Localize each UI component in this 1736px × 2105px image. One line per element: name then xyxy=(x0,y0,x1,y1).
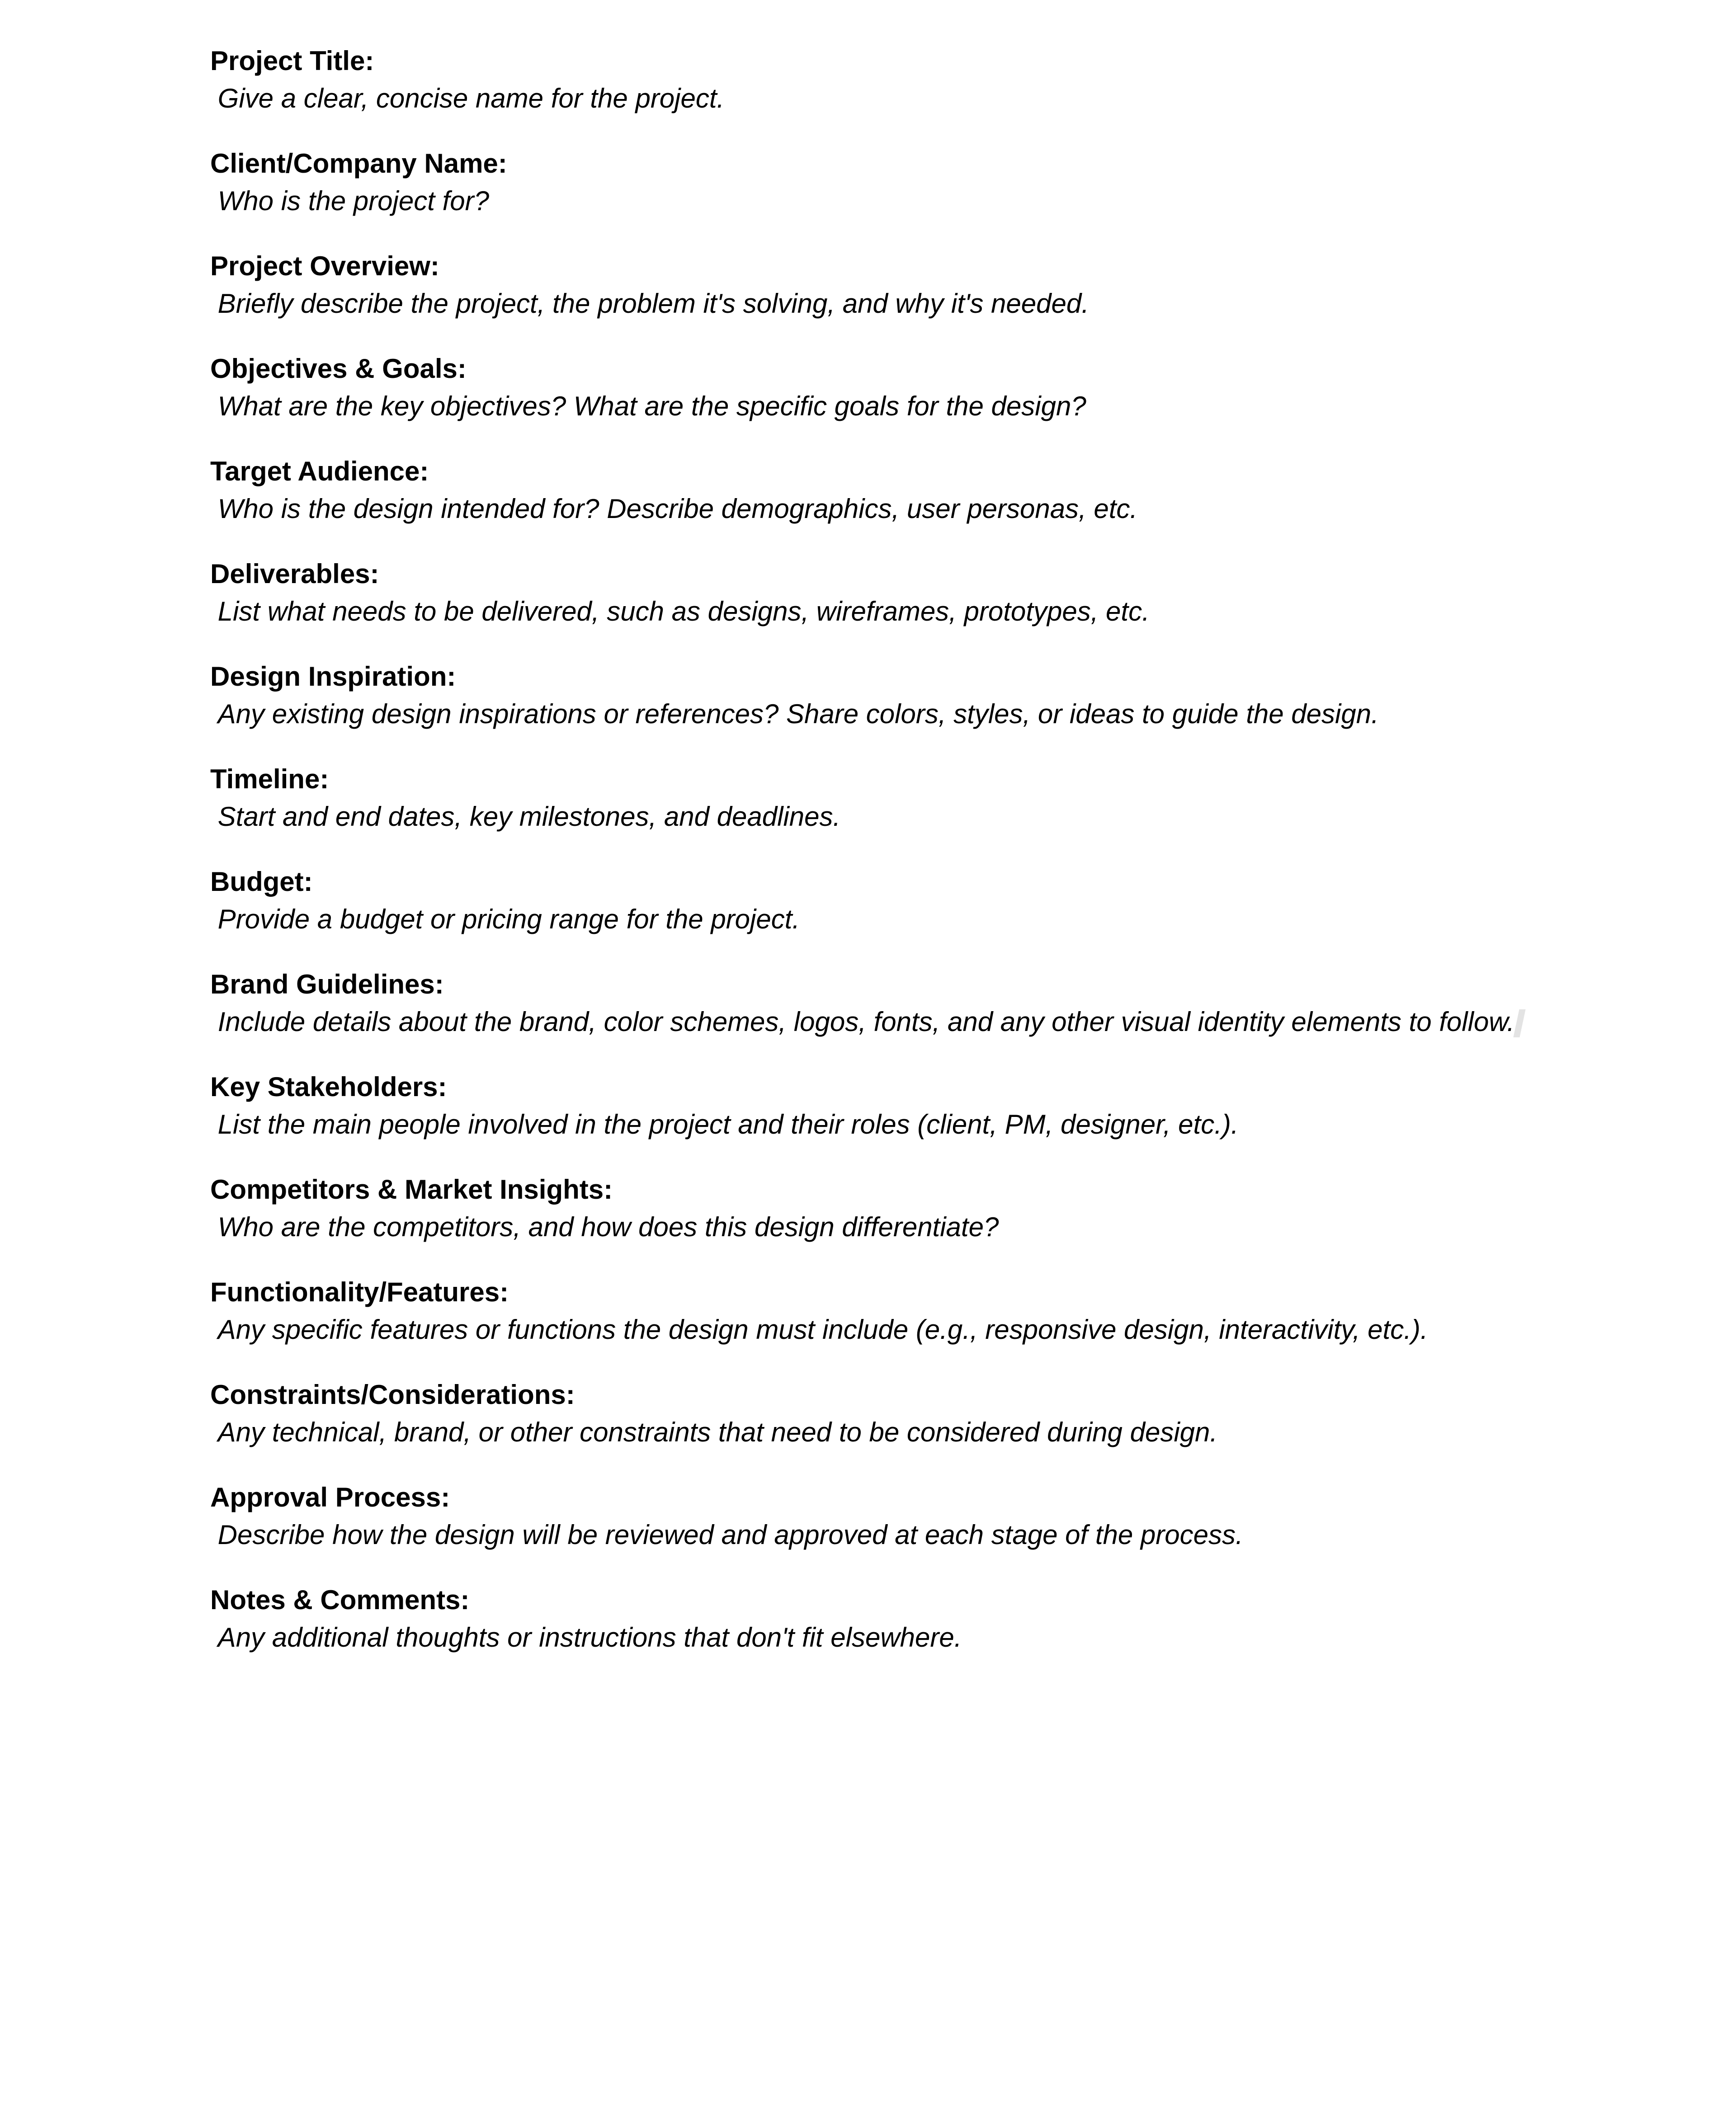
brief-section xyxy=(210,1172,1591,1247)
section-description[interactable]: Any specific features or functions the design must include (e.g., responsive design, interactivity, etc.). xyxy=(217,1314,1428,1345)
brief-section xyxy=(210,762,1591,837)
brief-section xyxy=(210,556,1591,631)
section-description[interactable]: Who are the competitors, and how does this design differentiate? xyxy=(217,1212,999,1242)
section-heading: Objectives & Goals: xyxy=(210,353,467,384)
section-description[interactable]: Include details about the brand, color schemes, logos, fonts, and any other visual identity elements to follow. xyxy=(210,1002,1591,1042)
section-description[interactable]: What are the key objectives? What are the specific goals for the design? xyxy=(217,391,1086,421)
brief-section xyxy=(210,864,1591,939)
section-heading: Competitors & Market Insights: xyxy=(210,1174,613,1205)
brief-section xyxy=(210,967,1591,1042)
brief-section xyxy=(210,351,1591,426)
section-heading: Project Title: xyxy=(210,46,374,76)
section-description[interactable]: Briefly describe the project, the problem it's solving, and why it's needed. xyxy=(217,288,1089,319)
section-heading: Constraints/Considerations: xyxy=(210,1380,575,1410)
section-description[interactable]: Provide a budget or pricing range for the project. xyxy=(217,904,800,934)
section-heading: Project Overview: xyxy=(210,251,439,281)
brief-section xyxy=(210,1582,1591,1658)
section-description[interactable]: Start and end dates, key milestones, and deadlines. xyxy=(217,801,841,832)
section-description[interactable]: Any additional thoughts or instructions that don't fit elsewhere. xyxy=(217,1622,962,1653)
brief-section xyxy=(210,1275,1591,1350)
section-description[interactable]: Any existing design inspirations or references? Share colors, styles, or ideas to guide the design. xyxy=(217,699,1379,729)
section-heading: Budget: xyxy=(210,866,313,897)
section-heading: Client/Company Name: xyxy=(210,148,507,179)
section-description[interactable]: Any technical, brand, or other constraints that need to be considered during design. xyxy=(217,1417,1218,1447)
section-description[interactable]: Describe how the design will be reviewed and approved at each stage of the process. xyxy=(217,1520,1243,1550)
brief-section xyxy=(210,659,1591,734)
section-heading: Key Stakeholders: xyxy=(210,1072,447,1102)
section-heading: Deliverables: xyxy=(210,559,379,589)
section-heading: Approval Process: xyxy=(210,1482,450,1512)
section-heading: Timeline: xyxy=(210,764,329,794)
brief-section xyxy=(210,43,1591,118)
section-description[interactable]: Who is the design intended for? Describe demographics, user personas, etc. xyxy=(217,494,1138,524)
brief-section xyxy=(210,1377,1591,1452)
section-heading: Notes & Comments: xyxy=(210,1585,470,1615)
section-heading: Design Inspiration: xyxy=(210,661,456,692)
section-description[interactable]: List what needs to be delivered, such as designs, wireframes, prototypes, etc. xyxy=(217,596,1150,626)
brief-section xyxy=(210,1069,1591,1144)
section-description[interactable]: List the main people involved in the project and their roles (client, PM, designer, etc.). xyxy=(217,1109,1239,1140)
brief-section xyxy=(210,454,1591,529)
brief-section xyxy=(210,146,1591,221)
section-description[interactable]: Give a clear, concise name for the project. xyxy=(217,83,725,113)
section-description[interactable]: Who is the project for? xyxy=(217,186,489,216)
design-brief-body xyxy=(210,43,1591,1658)
section-heading: Functionality/Features: xyxy=(210,1277,509,1307)
section-heading: Target Audience: xyxy=(210,456,429,486)
brief-section xyxy=(210,249,1591,324)
brief-section xyxy=(210,1480,1591,1555)
text-cursor-caret xyxy=(1513,1009,1525,1037)
section-heading: Brand Guidelines: xyxy=(210,969,444,999)
